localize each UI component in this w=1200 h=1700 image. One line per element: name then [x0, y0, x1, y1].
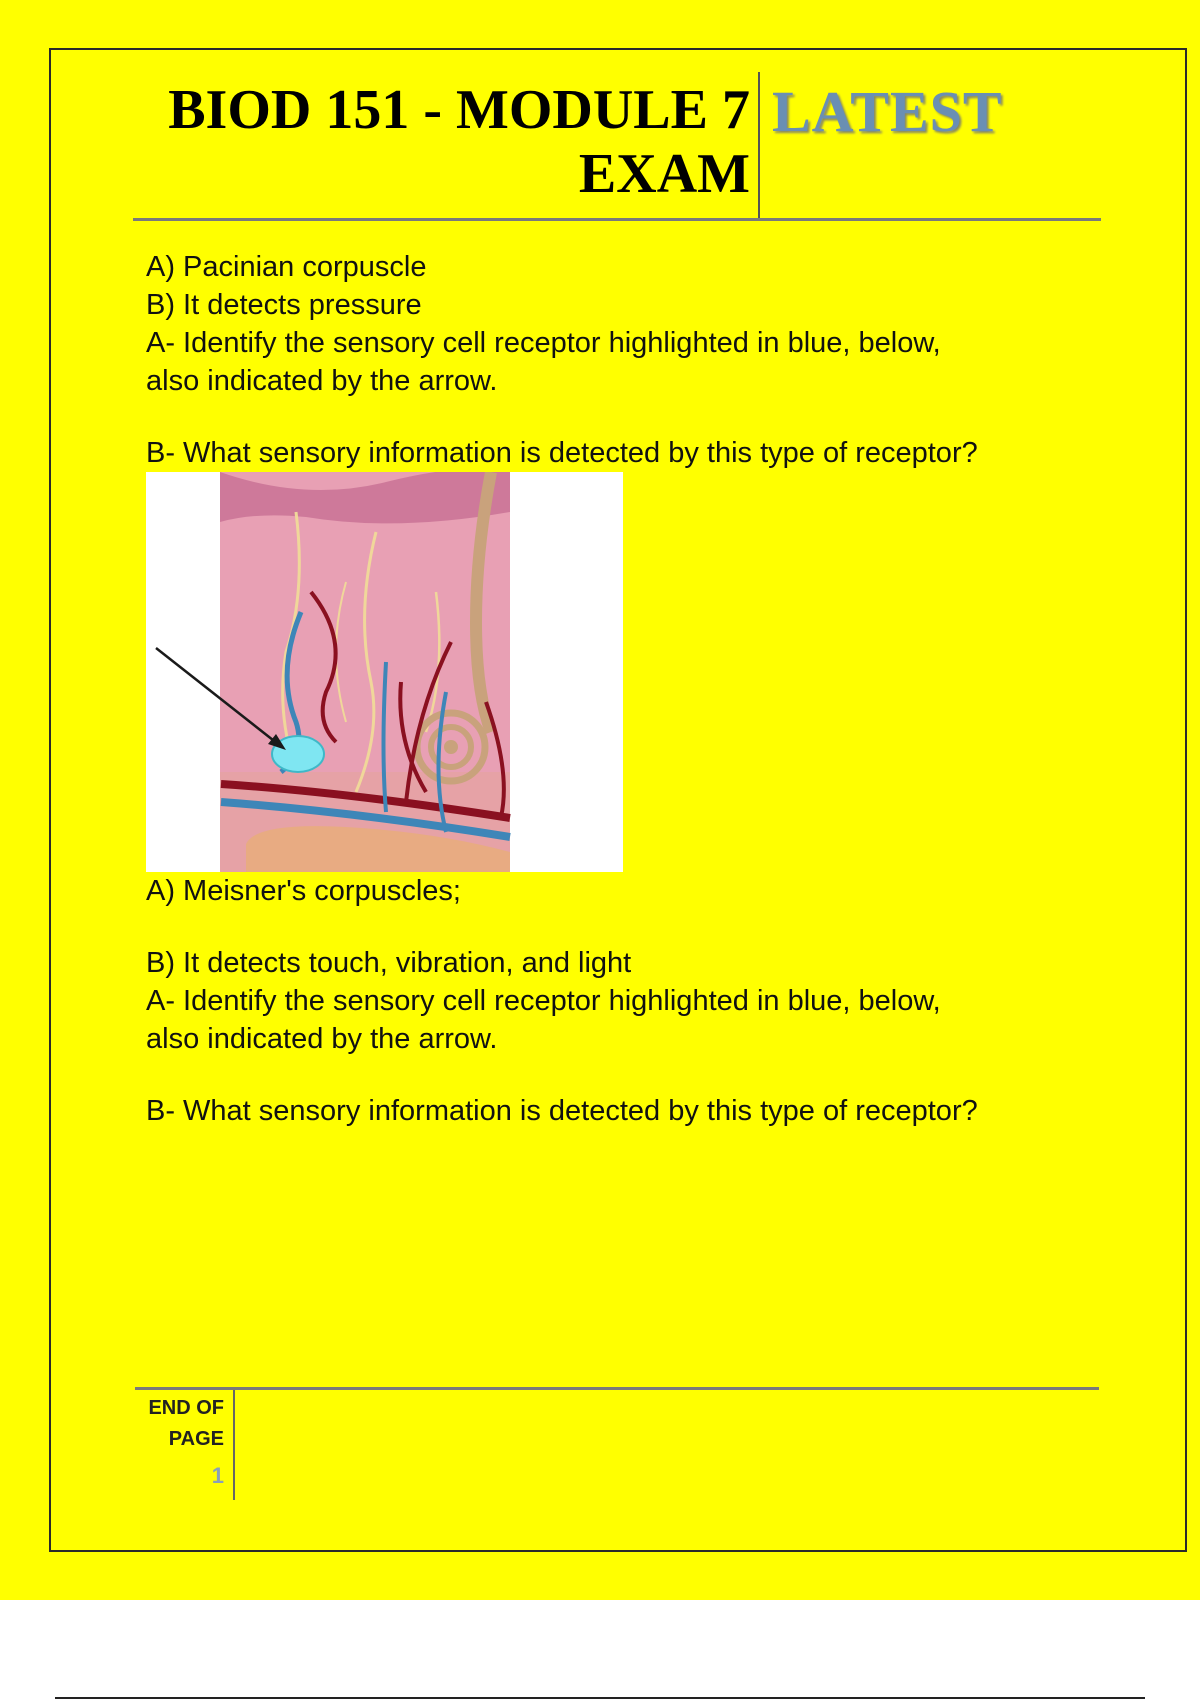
latest-badge: LATEST: [772, 79, 1003, 144]
section-2: [146, 872, 1086, 1130]
footer-label-line-2: PAGE: [168, 1428, 224, 1450]
question-a-line-1: A- Identify the sensory cell receptor highlighted in blue, below,: [146, 327, 941, 359]
page-number: 1: [211, 1463, 224, 1488]
answer-a-text: A) Meisner's corpuscles;: [146, 875, 461, 907]
skin-cross-section-illustration: [146, 472, 623, 872]
section-1: [146, 248, 1086, 472]
question-a-line-2: also indicated by the arrow.: [146, 365, 498, 397]
question-b-text: B- What sensory information is detected by this type of receptor?: [146, 437, 978, 469]
footer-divider: [233, 1390, 235, 1500]
answer-b-text: B) It detects touch, vibration, and light: [146, 947, 632, 979]
footer-label-line-1: END OF: [148, 1397, 224, 1419]
page-title: [150, 78, 750, 206]
question-a-line-1: A- Identify the sensory cell receptor highlighted in blue, below,: [146, 985, 941, 1017]
title-divider: [758, 72, 760, 220]
bottom-rule: [55, 1697, 1145, 1699]
question-a-line-2: also indicated by the arrow.: [146, 1023, 498, 1055]
header-rule: [133, 218, 1101, 221]
answer-b-text: B) It detects pressure: [146, 289, 422, 321]
end-of-page-label: [140, 1393, 224, 1455]
skin-receptor-figure: [146, 472, 623, 872]
question-b-text: B- What sensory information is detected by this type of receptor?: [146, 1095, 978, 1127]
footer-rule: [135, 1387, 1099, 1390]
answer-a-text: A) Pacinian corpuscle: [146, 251, 427, 283]
title-line-1: BIOD 151 - MODULE 7: [168, 79, 750, 141]
title-line-2: EXAM: [578, 143, 750, 205]
